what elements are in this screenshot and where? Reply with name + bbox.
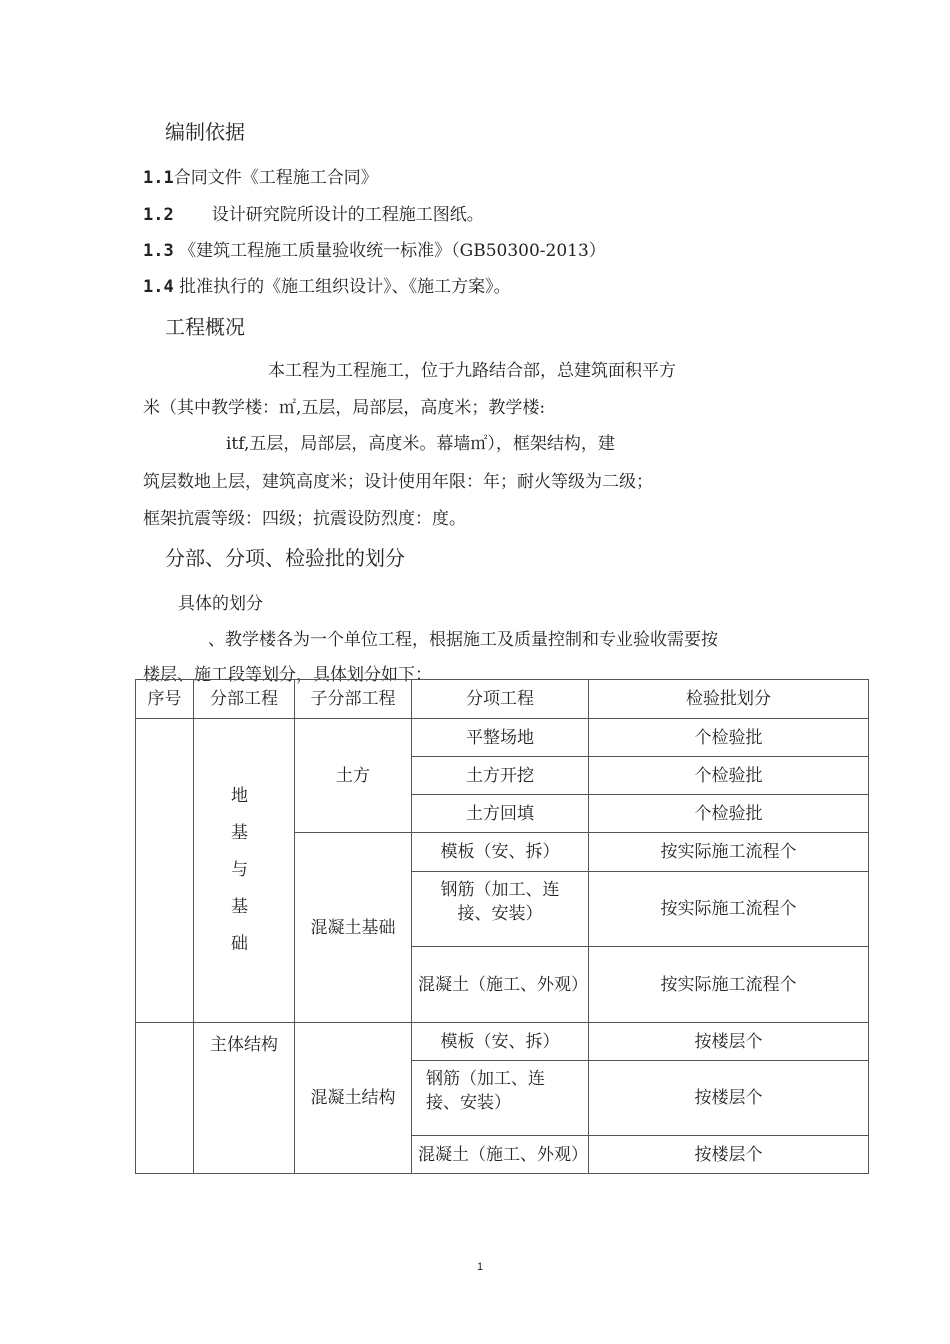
overview-line-1: 本工程为工程施工，位于九路结合部，总建筑面积平方 [268, 361, 676, 381]
subdivision-cell: 土方 [295, 719, 412, 833]
basis-item-text: 《建筑工程施工质量验收统一标准》（GB50300-2013） [179, 241, 606, 261]
item-cell [412, 1136, 589, 1174]
batch-cell: 按实际施工流程个 [589, 947, 869, 1023]
overview-line-5: 框架抗震等级：四级；抗震设防烈度：度。 [143, 509, 466, 529]
header-cell: 序号 [136, 680, 194, 719]
header-cell: 检验批划分 [589, 680, 869, 719]
division-cell [194, 719, 295, 1023]
seq-cell [136, 1023, 194, 1174]
division-subheading: 具体的划分 [178, 594, 263, 614]
header-cell: 子分部工程 [295, 680, 412, 719]
basis-item-text: 批准执行的《施工组织设计》、《施工方案》。 [179, 277, 511, 297]
item-text: 混凝土（施工、外观） [418, 974, 588, 995]
batch-cell: 按楼层个 [589, 1061, 869, 1136]
item-cell [412, 947, 589, 1023]
item-cell: 模板（安、拆） [412, 833, 589, 872]
overview-line-3: itf,五层，局部层，高度米。幕墙㎡），框架结构，建 [226, 434, 615, 454]
item-cell: 模板（安、拆） [412, 1023, 589, 1061]
subdivision-cell: 混凝土结构 [295, 1023, 412, 1174]
basis-item-4 [143, 272, 511, 297]
division-cell: 主体结构 [194, 1023, 295, 1174]
basis-item-num: 1.1 [143, 168, 174, 188]
basis-item-3 [143, 236, 606, 261]
item-text: 钢筋（加工、连接、安装） [426, 1069, 545, 1113]
batch-cell: 按实际施工流程个 [589, 872, 869, 947]
item-cell: 土方回填 [412, 795, 589, 833]
item-cell: 土方开挖 [412, 757, 589, 795]
division-table [135, 679, 869, 1174]
basis-item-text: 合同文件《工程施工合同》 [173, 168, 378, 188]
overview-line-2: 米（其中教学楼：㎡,五层，局部层，高度米；教学楼: [143, 398, 546, 418]
subdivision-cell: 混凝土基础 [295, 833, 412, 1023]
basis-item-num: 1.3 [143, 241, 174, 261]
table-row [136, 1023, 869, 1061]
batch-cell: 按楼层个 [589, 1136, 869, 1174]
item-cell: 平整场地 [412, 719, 589, 757]
page-number: 1 [477, 1261, 484, 1273]
basis-heading: 编制依据 [165, 120, 245, 144]
item-cell [412, 1061, 589, 1136]
basis-item-num: 1.2 [143, 205, 174, 225]
basis-item-2 [143, 200, 484, 225]
batch-cell: 按实际施工流程个 [589, 833, 869, 872]
table-row [136, 719, 869, 757]
header-cell: 分项工程 [412, 680, 589, 719]
header-cell: 分部工程 [194, 680, 295, 719]
basis-item-num: 1.4 [143, 277, 174, 297]
batch-cell: 个检验批 [589, 719, 869, 757]
item-text: 钢筋（加工、连接、安装） [440, 880, 560, 924]
batch-cell: 按楼层个 [589, 1023, 869, 1061]
seq-cell [136, 719, 194, 1023]
division-line-2: 楼层、施工段等划分，具体划分如下： [143, 665, 432, 685]
division-line-1: 、教学楼各为一个单位工程，根据施工及质量控制和专业验收需要按 [208, 630, 718, 650]
division-heading: 分部、分项、检验批的划分 [165, 546, 405, 570]
basis-item-1 [143, 163, 378, 188]
division-label: 地 基 与 基 础 [231, 786, 257, 954]
batch-cell: 个检验批 [589, 757, 869, 795]
table-header-row [136, 680, 869, 719]
overview-line-4: 筑层数地上层，建筑高度米；设计使用年限：年；耐火等级为二级； [143, 472, 653, 492]
item-text: 混凝土（施工、外观） [418, 1144, 588, 1165]
item-cell [412, 872, 589, 947]
batch-cell: 个检验批 [589, 795, 869, 833]
overview-heading: 工程概况 [165, 315, 245, 339]
basis-item-text: 设计研究院所设计的工程施工图纸。 [211, 205, 484, 225]
